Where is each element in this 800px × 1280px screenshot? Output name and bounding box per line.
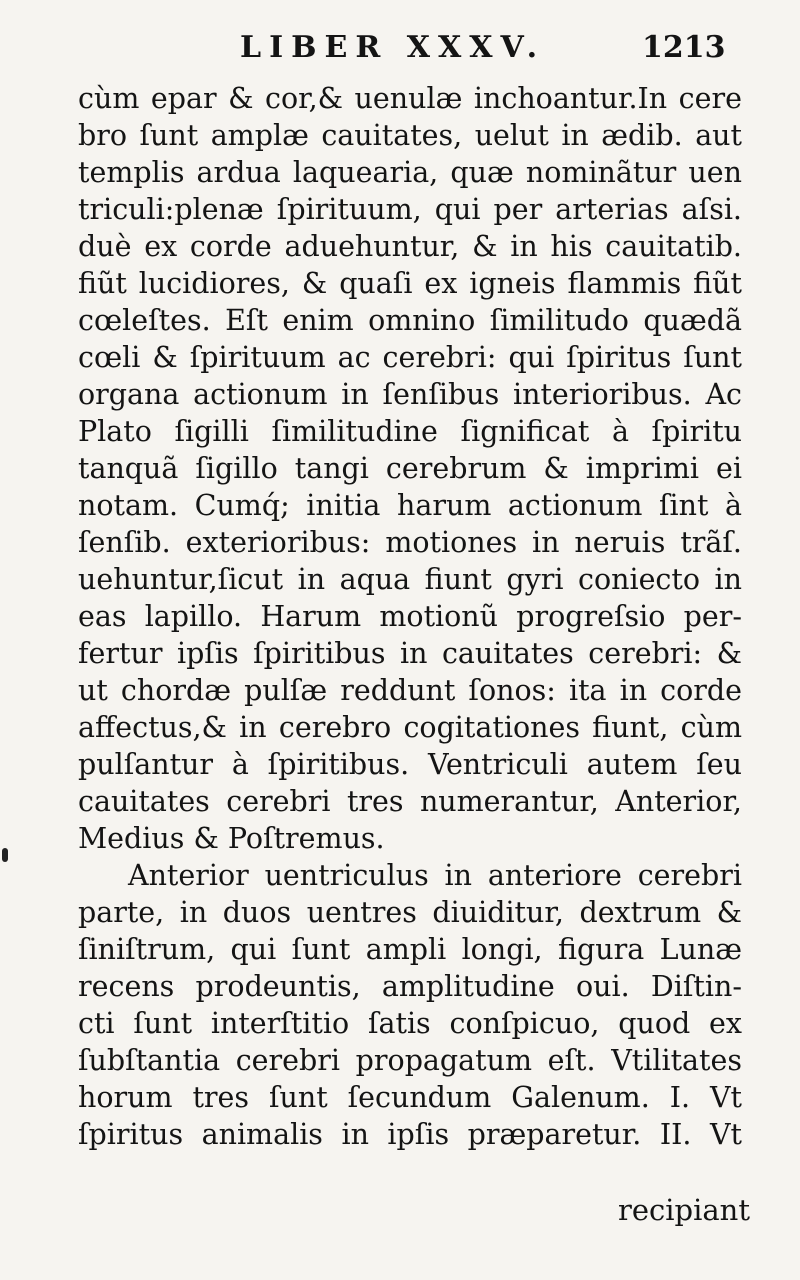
page-number: 1213 xyxy=(642,30,726,65)
text-line: ut chordæ pulſæ reddunt ſonos: ita in corde xyxy=(78,674,742,707)
text-line: ſpiritus animalis in ipſis præparetur. II. Vt xyxy=(78,1118,742,1151)
text-line: ſiniſtrum, qui ſunt ampli longi, figura Lunæ xyxy=(78,933,742,966)
text-line: Plato ſigilli ſimilitudine ſignificat à ſpiritu xyxy=(78,415,742,448)
text-line: cti ſunt interſtitio ſatis conſpicuo, quod ex xyxy=(78,1007,742,1040)
paragraph-2 xyxy=(78,857,742,1153)
text-line: pulſantur à ſpiritibus. Ventriculi autem ſeu xyxy=(78,748,742,781)
margin-ink-mark xyxy=(2,848,8,862)
text-line: cœleſtes. Eſt enim omnino ſimilitudo quædã xyxy=(78,304,742,337)
text-line: Medius & Poſtremus. xyxy=(78,822,385,855)
text-line: horum tres ſunt ſecundum Galenum. I. Vt xyxy=(78,1081,742,1114)
text-line: ſenſib. exterioribus: motiones in neruis trãſ. xyxy=(78,526,742,559)
text-line: Anterior uentriculus in anteriore cerebri xyxy=(128,859,742,892)
text-line: bro ſunt amplæ cauitates, uelut in ædib. aut xyxy=(78,119,742,152)
text-line: recens prodeuntis, amplitudine oui. Diſtin- xyxy=(78,970,742,1003)
catchword: recipiant xyxy=(617,1193,750,1227)
text-line: fertur ipſis ſpiritibus in cauitates cerebri: & xyxy=(78,637,742,670)
paragraph-1 xyxy=(78,80,742,857)
text-line: duè ex corde aduehuntur, & in his cauitatib. xyxy=(78,230,742,263)
text-line: templis ardua laquearia, quæ nominãtur uen xyxy=(78,156,742,189)
text-line: tanquã ſigillo tangi cerebrum & imprimi ei xyxy=(78,452,742,485)
text-line: cauitates cerebri tres numerantur, Anterior, xyxy=(78,785,742,818)
text-line: organa actionum in ſenſibus interioribus. Ac xyxy=(78,378,742,411)
text-line: parte, in duos uentres diuiditur, dextrum & xyxy=(78,896,742,929)
text-line: affectus,& in cerebro cogitationes fiunt, cùm xyxy=(78,711,742,744)
text-line: cùm epar & cor,& uenulæ inchoantur.In cere xyxy=(78,82,742,115)
text-line: fiũt lucidiores, & quaſi ex igneis flammis fiũt xyxy=(78,267,742,300)
text-line: triculi:plenæ ſpirituum, qui per arterias aſsi. xyxy=(78,193,742,226)
text-line: cœli & ſpirituum ac cerebri: qui ſpiritus ſunt xyxy=(78,341,742,374)
text-line: ſubſtantia cerebri propagatum eſt. Vtilitates xyxy=(78,1044,742,1077)
text-block xyxy=(78,80,742,1153)
running-head: LIBER XXXV. xyxy=(240,30,546,65)
text-line: eas lapillo. Harum motionũ progreſsio per- xyxy=(78,600,742,633)
page-header xyxy=(0,30,800,70)
text-line: uehuntur,ſicut in aqua fiunt gyri coniecto in xyxy=(78,563,742,596)
text-line: notam. Cumq́; initia harum actionum ſint à xyxy=(78,489,742,522)
